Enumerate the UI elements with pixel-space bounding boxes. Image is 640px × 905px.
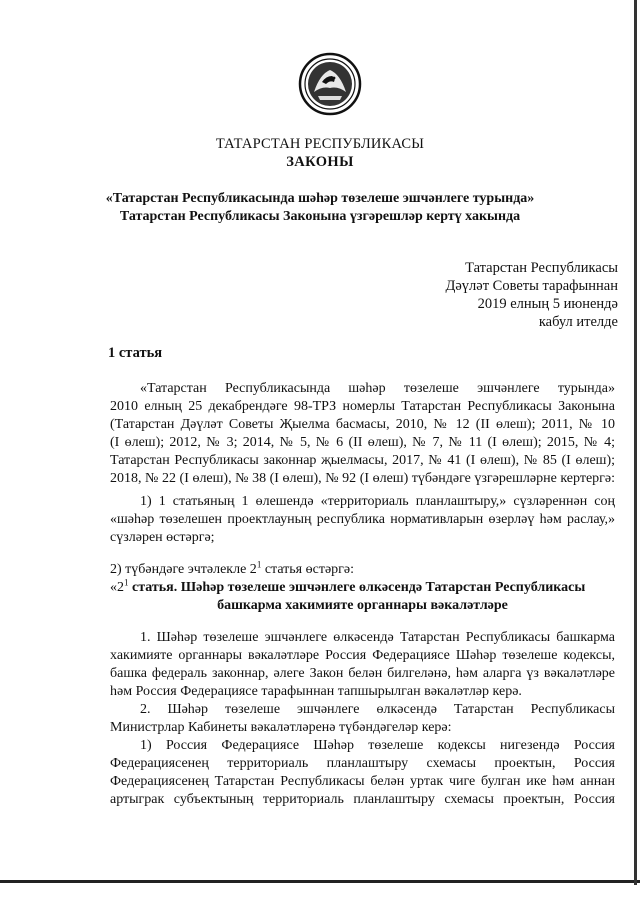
paragraph-line: Татарстан Республикасы законнар җыелмасы, 2017, № 41 (I өлеш), № 85 (I өлеш);	[110, 453, 615, 468]
tatarstan-emblem-icon	[298, 52, 362, 116]
new-article-title-line: башкарма хакимияте органнары вәкаләтләре	[217, 598, 508, 613]
article-heading: 1 статья	[108, 345, 163, 361]
paragraph-line: Федерациясенең территориаль планлаштыру схемасы проектын, Россия	[110, 756, 615, 771]
header-law: ЗАКОНЫ	[286, 154, 354, 170]
document-title-line2: Татарстан Республикасы Законына үзгәрешләр кертү хакында	[119, 209, 521, 224]
paragraph-line: (I өлеш); 2012, № 3; 2014, № 5, № 6 (II өлеш), № 7, № 11 (I өлеш); 2015, № 4;	[110, 435, 615, 450]
paragraph-line: 2010 елның 25 декабрендәге 98-ТРЗ номерлы Татарстан Республикасы Законына	[110, 399, 615, 414]
new-article-title-line: «$2^1$ статья. Шәһәр төзелеше эшчәнлеге өлкәсендә Татарстан Республикасы	[110, 579, 586, 595]
article-intro-paragraph	[110, 380, 615, 488]
document-title-line1: «Татарстан Республикасында шәһәр төзелеше эшчәнлеге турында»	[105, 191, 535, 206]
paragraph-line: артыграк субъектының территориаль планлаштыру схемасы проектын, Россия	[110, 792, 615, 807]
paragraph-line: башка федераль законнар, әлеге Закон белән билгеләнә, һәм аларга үз вәкаләтләре	[110, 666, 615, 681]
header-republic: ТАТАРСТАН РЕСПУБЛИКАСЫ	[215, 136, 425, 152]
item-2-paragraph	[110, 561, 615, 579]
scan-edge-bottom	[0, 880, 640, 883]
paragraph-line: хакимияте органнары вәкаләтләре Россия Федерациясе Шәһәр төзелеше кодексы,	[110, 648, 615, 663]
adoption-line: кабул ителде	[538, 314, 618, 330]
scan-edge-right	[634, 0, 637, 885]
paragraph-line: һәм Россия Федерациясе тарафыннан тапшырылган вәкаләтләр керә.	[110, 684, 522, 699]
paragraph-line: (Татарстан Дәүләт Советы Җыелма басмасы, 2010, № 12 (II өлеш); 2011, № 10	[110, 417, 615, 432]
item-1-paragraph	[110, 493, 615, 547]
paragraph-line: Федерациясенең Татарстан Республикасы белән уртак чиге булган ике һәм аннан	[110, 774, 615, 789]
paragraph-line: 1. Шәһәр төзелеше эшчәнлеге өлкәсендә Татарстан Республикасы башкарма	[140, 630, 615, 645]
paragraph-line: Министрлар Кабинеты вәкаләтләренә түбәндәгеләр керә:	[110, 720, 452, 735]
adoption-date: 2019 елның 5 июнендә	[477, 296, 618, 312]
paragraph-line: 1) 1 статьяның 1 өлешендә «территориаль планлаштыру,» сүзләреннән соң	[140, 494, 615, 509]
paragraph-line: 2) түбәндәге эчтәлекле $2^1$ статья өстәргә:	[110, 561, 355, 577]
adoption-line: Татарстан Республикасы	[465, 260, 618, 276]
paragraph-line: «Татарстан Республикасында шәһәр төзелеше эшчәнлеге турында»	[140, 381, 615, 396]
new-article-body	[110, 629, 615, 809]
paragraph-line: 2. Шәһәр төзелеше эшчәнлеге өлкәсендә Татарстан Республикасы	[140, 702, 615, 717]
paragraph-line: 2018, № 22 (I өлеш), № 38 (I өлеш), № 92 (I өлеш) түбәндәге үзгәрешләрне кертергә:	[110, 471, 615, 486]
adoption-line: Дәүләт Советы тарафыннан	[445, 278, 618, 294]
paragraph-line: 1) Россия Федерациясе Шәһәр төзелеше кодексы нигезендә Россия	[140, 738, 615, 753]
paragraph-line: «шәһәр төзелешен проектлауның республика нормативларын өзерләү һәм раслау,»	[110, 512, 615, 527]
new-article-heading	[110, 579, 615, 615]
paragraph-line: сүзләрен өстәргә;	[110, 530, 215, 545]
adoption-block	[398, 259, 618, 331]
